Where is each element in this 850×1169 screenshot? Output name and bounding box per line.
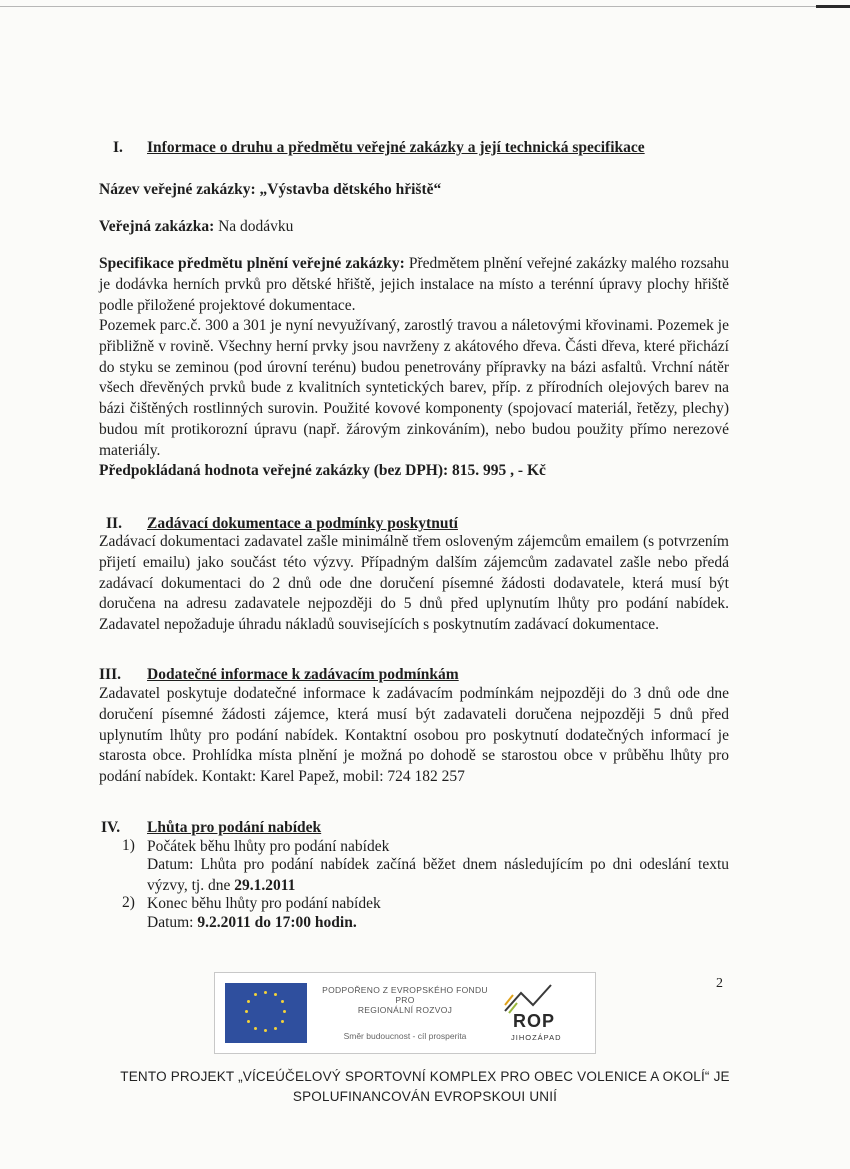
logo-text-line1: PODPOŘENO Z EVROPSKÉHO FONDU: [322, 985, 488, 995]
list-item-1-date: [147, 855, 729, 897]
contract-name-label: Název veřejné zakázky:: [99, 181, 256, 198]
footer-line2: SPOLUFINANCOVÁN EVROPSKOUI UNIÍ: [292, 1089, 558, 1104]
section2-number: II.: [106, 515, 122, 532]
section3-text: Zadavatel poskytuje dodatečné informace k zadávacím podmínkám nejpozději do 3 dnů ode dne doručení písemné žádosti zájemce, která musí být zadavateli doručena nejpozději 5 dnů před uplynutím lhůty pro podání nabídek. Kontaktní osobou pro poskytnutí dodatečných informací je starosta obce. Prohlídka místa plnění je možná po dohodě se starostou obce v průběhu lhůty pro podání nabídek. Kontakt: Karel Papež, mobil: 724 182 257: [99, 685, 729, 786]
section3-title: Dodatečné informace k zadávacím podmínkám: [147, 666, 459, 683]
contract-type-label: Veřejná zakázka:: [99, 218, 215, 235]
plot-paragraph: Pozemek parc.č. 300 a 301 je nyní nevyužívaný, zarostlý travou a náletovými křovinami. Pozemek je přibližně v rovině. Všechny herní prvky jsou navrženy z akátového dřeva. Části dřeva, které přichází do styku se zeminou (pod úrovní terénu) budou penetrovány přípravky na bázi asfaltů. Vrchní nátěr všech dřevěných prvků bude z kvalitních syntetických barev, příp. z přírodních olejových barev na bázi čištěných rostlinných surovin. Použité kovové komponenty (spojovací materiál, řetězy, plechy) budou mít protikorozní úpravu (např. žárovým zinkováním), nebo budou použity přímo nerezové materiály.: [99, 317, 729, 459]
eu-flag-icon: [225, 983, 307, 1043]
logo-text-line2: PRO: [395, 995, 415, 1005]
eu-funding-logo: [214, 972, 596, 1054]
section4-title: Lhůta pro podání nabídek: [147, 819, 322, 836]
rop-wordmark: ROP: [513, 1011, 556, 1031]
list-item-1-title: Počátek běhu lhůty pro podání nabídek: [147, 838, 390, 855]
logo-text-line3: REGIONÁLNÍ ROZVOJ: [357, 1005, 453, 1015]
list-item-2-number: 2): [122, 894, 135, 911]
section4-number: IV.: [101, 819, 121, 836]
footer-line1: TENTO PROJEKT „VÍCEÚČELOVÝ SPORTOVNÍ KOMPLEX PRO OBEC VOLENICE A OKOLÍ“ JE: [120, 1069, 730, 1084]
section1-title: Informace o druhu a předmětu veřejné zakázky a její technická specifikace: [147, 139, 645, 156]
contract-name: [99, 179, 441, 200]
page-number: 2: [716, 976, 723, 991]
list-item-1-number: 1): [122, 837, 135, 854]
scan-corner-mark: [816, 5, 850, 8]
contract-type-value: Na dodávku: [218, 218, 294, 235]
spec-label: Specifikace předmětu plnění veřejné zakázky:: [99, 255, 405, 272]
logo-slogan: Směr budoucnost - cíl prosperita: [343, 1031, 467, 1041]
list-item-1-date-value: 29.1.2011: [234, 876, 296, 894]
list-item-2-date-value: 9.2.2011 do 17:00 hodin.: [197, 914, 357, 931]
spec-text: Předmětem plnění veřejné zakázky malého rozsahu je dodávka herních prvků pro dětské hřiště, jejich instalace na místo a terénní úpravy plochy hřiště podle přiložené projektové dokumentace.: [99, 255, 730, 314]
contract-type: [99, 216, 293, 237]
estimated-value: Předpokládaná hodnota veřejné zakázky (bez DPH): 815. 995 , - Kč: [99, 462, 546, 479]
section3-number: III.: [99, 666, 121, 683]
scan-top-edge: [0, 6, 850, 7]
rop-arrow-icon: [501, 981, 561, 1015]
list-item-2-date: [147, 913, 357, 934]
list-item-2-date-label: Datum:: [147, 914, 194, 931]
section1-number: I.: [113, 139, 123, 156]
spec-paragraph: [99, 254, 729, 316]
list-item-2-title: Konec běhu lhůty pro podání nabídek: [147, 895, 381, 912]
section2-text: Zadávací dokumentaci zadavatel zašle minimálně třem osloveným zájemcům emailem (s potvrzením přijetí emailu) jako součást této výzvy. Případným dalším zájemcům zadavatel zašle nebo předá zadávací dokumentaci do 2 dnů ode dne doručení písemné žádosti dodavatele, která musí být doručena na adresu zadavatele nejpozději do 5 dnů před uplynutím lhůty pro podání nabídek. Zadavatel nepožaduje úhradu nákladů souvisejících s poskytnutím zadávací dokumentace.: [99, 533, 729, 634]
section2-title: Zadávací dokumentace a podmínky poskytnutí: [147, 515, 458, 532]
list-item-1-date-text: Datum: Lhůta pro podání nabídek začíná běžet dnem následujícím po dni odeslání textu výzvy, tj. dne: [147, 856, 729, 894]
contract-name-value: „Výstavba dětského hřiště“: [259, 181, 442, 198]
rop-subtitle: JIHOZÁPAD: [511, 1033, 562, 1042]
